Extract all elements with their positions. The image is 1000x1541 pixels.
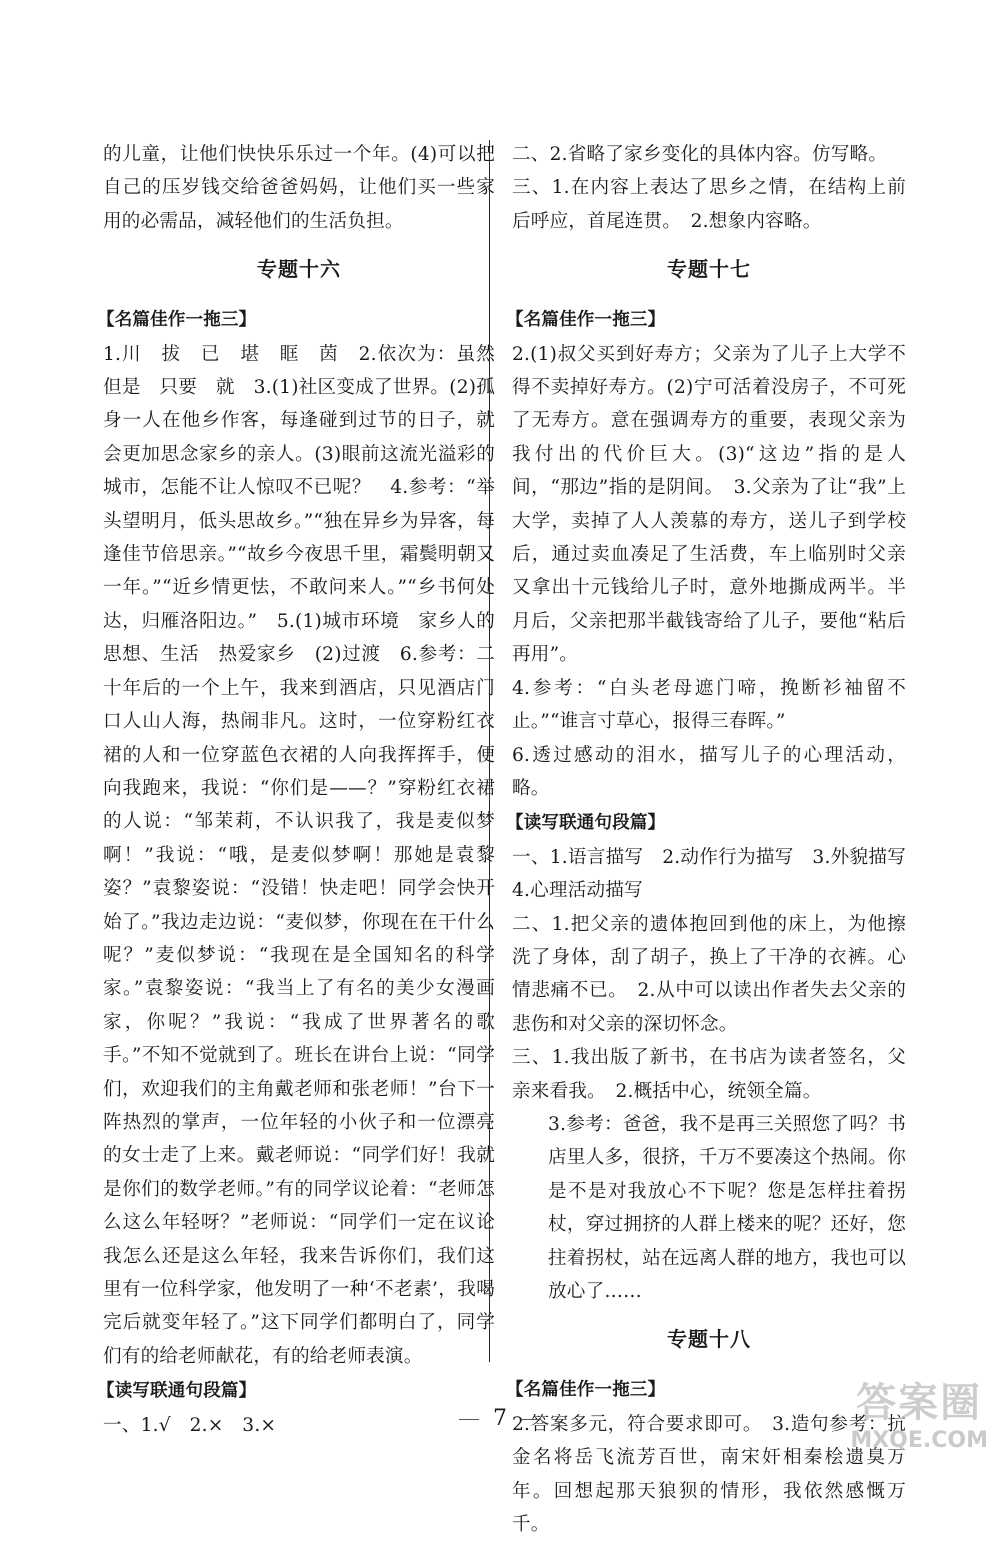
answer-paragraph: 2.(1)叔父买到好寿方；父亲为了儿子上大学不得不卖掉好寿方。(2)宁可活着没房子，不可死了无寿方。意在强调寿方的重要，表现父亲为我付出的代价巨大。(3)“这边”指的是人间，“那边”指的是阴间。 3.父亲为了让“我”上大学，卖掉了人人羡慕的寿方，送儿子到学校后，通过卖血凑足了生活费，车上临别时父亲又拿出十元钱给儿子时，意外地撕成两半。半月后，父亲把那半截钱寄给了儿子，要他“粘后再用”。 (512, 343, 906, 666)
section-tag: 【读写联通句段篇】 (506, 813, 666, 834)
section-tag: 【名篇佳作一拖三】 (506, 1380, 666, 1401)
watermark-url: MXQE.COM (850, 1428, 988, 1453)
section-heading-16: 专题十六 (257, 257, 341, 282)
answer-paragraph: 一、1.语言描写 2.动作行为描写 3.外貌描写 4.心理活动描写 (512, 846, 925, 902)
answer-paragraph: 二、1.把父亲的遗体抱回到他的床上，为他擦洗了身体，刮了胡子，换上了干净的衣裤。心情悲痛不已。 2.从中可以读出作者失去父亲的悲伤和对父亲的深切怀念。 (512, 913, 906, 1035)
watermark (850, 1371, 988, 1453)
column-divider (489, 140, 490, 1362)
answer-paragraph: 1.川 拔 已 堪 眶 茵 2.依次为：虽然 但是 只要 就 3.(1)社区变成了世界。(2)孤身一人在他乡作客，每逢碰到过节的日子，就会更加思念家乡的亲人。(3)眼前这流光溢彩的城市，怎能不让人惊叹不已呢？ 4.参考：“举头望明月，低头思故乡。”“独在异乡为异客，每逢佳节倍思亲。”“故乡今夜思千里，霜鬓明朝又一年。”“近乡情更怯，不敢问来人。”“乡书何处达，归雁洛阳边。” 5.(1)城市环境 家乡人的思想、生活 热爱家乡 (2)过渡 6.参考：二十年后的一个上午，我来到酒店，只见酒店门口人山人海，热闹非凡。这时，一位穿粉红衣裙的人和一位穿蓝色衣裙的人向我挥挥手，便向我跑来，我说：“你们是——？”穿粉红衣裙的人说：“邹茉莉，不认识我了，我是麦似梦啊！”我说：“哦，是麦似梦啊！那她是袁黎姿？”袁黎姿说：“没错！快走吧！同学会快开始了。”我边走边说：“麦似梦，你现在在干什么呢？”麦似梦说：“我现在是全国知名的科学家。”袁黎姿说：“我当上了有名的美少女漫画家，你呢？”我说：“我成了世界著名的歌手。”不知不觉就到了。班长在讲台上说：“同学们，欢迎我们的主角戴老师和张老师！”台下一阵热烈的掌声，一位年轻的小伙子和一位漂亮的女士走了上来。戴老师说：“同学们好！我就是你们的数学老师。”有的同学议论着：“老师怎么这么年轻呀？”老师说：“同学们一定在议论我怎么还是这么年轻，我来告诉你们，我们这里有一位科学家，他发明了一种‘不老素’，我喝完后就变年轻了。”这下同学们都明白了，同学们有的给老师献花，有的给老师表演。 (103, 343, 514, 1367)
answer-paragraph: 一、1.√ 2.× 3.× (103, 1414, 277, 1436)
section-heading-17: 专题十七 (667, 257, 751, 282)
left-column (97, 138, 514, 1442)
page-number: 7 (493, 1406, 507, 1431)
footer-dash-left (459, 1419, 479, 1420)
answer-paragraph: 4.参考：“白头老母遮门啼，挽断衫袖留不止。”“谁言寸草心，报得三春晖。” (512, 677, 906, 733)
watermark-logo: 答案圈 (856, 1380, 983, 1426)
answer-paragraph: 二、2.省略了家乡变化的具体内容。仿写略。 (512, 144, 888, 165)
section-heading-18: 专题十八 (667, 1327, 751, 1352)
answer-paragraph: 三、1.我出版了新书，在书店为读者签名，父亲来看我。 2.概括中心，统领全篇。 (512, 1047, 906, 1102)
answer-paragraph: 6.透过感动的泪水，描写儿子的心理活动，略。 (512, 744, 906, 799)
section-tag: 【名篇佳作一拖三】 (506, 310, 666, 331)
answer-paragraph: 三、1.在内容上表达了思乡之情，在结构上前后呼应，首尾连贯。 2.想象内容略。 (512, 177, 906, 232)
footer-dash-right (521, 1419, 541, 1420)
answer-paragraph: 3.参考：爸爸，我不是再三关照您了吗？书店里人多，很挤，千万不要凑这个热闹。你是不是对我放心不下呢？您是怎样拄着拐杖，穿过拥挤的人群上楼来的呢？还好，您拄着拐杖，站在远离人群的地方，我也可以放心了…… (548, 1113, 906, 1302)
answer-paragraph: 2.答案多元，符合要求即可。 3.造句参考：抗金名将岳飞流芳百世，南宋奸相秦桧遗臭万年。回想起那天狼狈的情形，我依然感慨万千。 (512, 1413, 906, 1536)
section-tag: 【读写联通句段篇】 (97, 1381, 257, 1402)
left-intro-paragraph: 的儿童，让他们快快乐乐过一个年。(4)可以把自己的压岁钱交给爸爸妈妈，让他们买一些家用的必需品，减轻他们的生活负担。 (103, 144, 495, 232)
section-tag: 【名篇佳作一拖三】 (97, 310, 257, 331)
